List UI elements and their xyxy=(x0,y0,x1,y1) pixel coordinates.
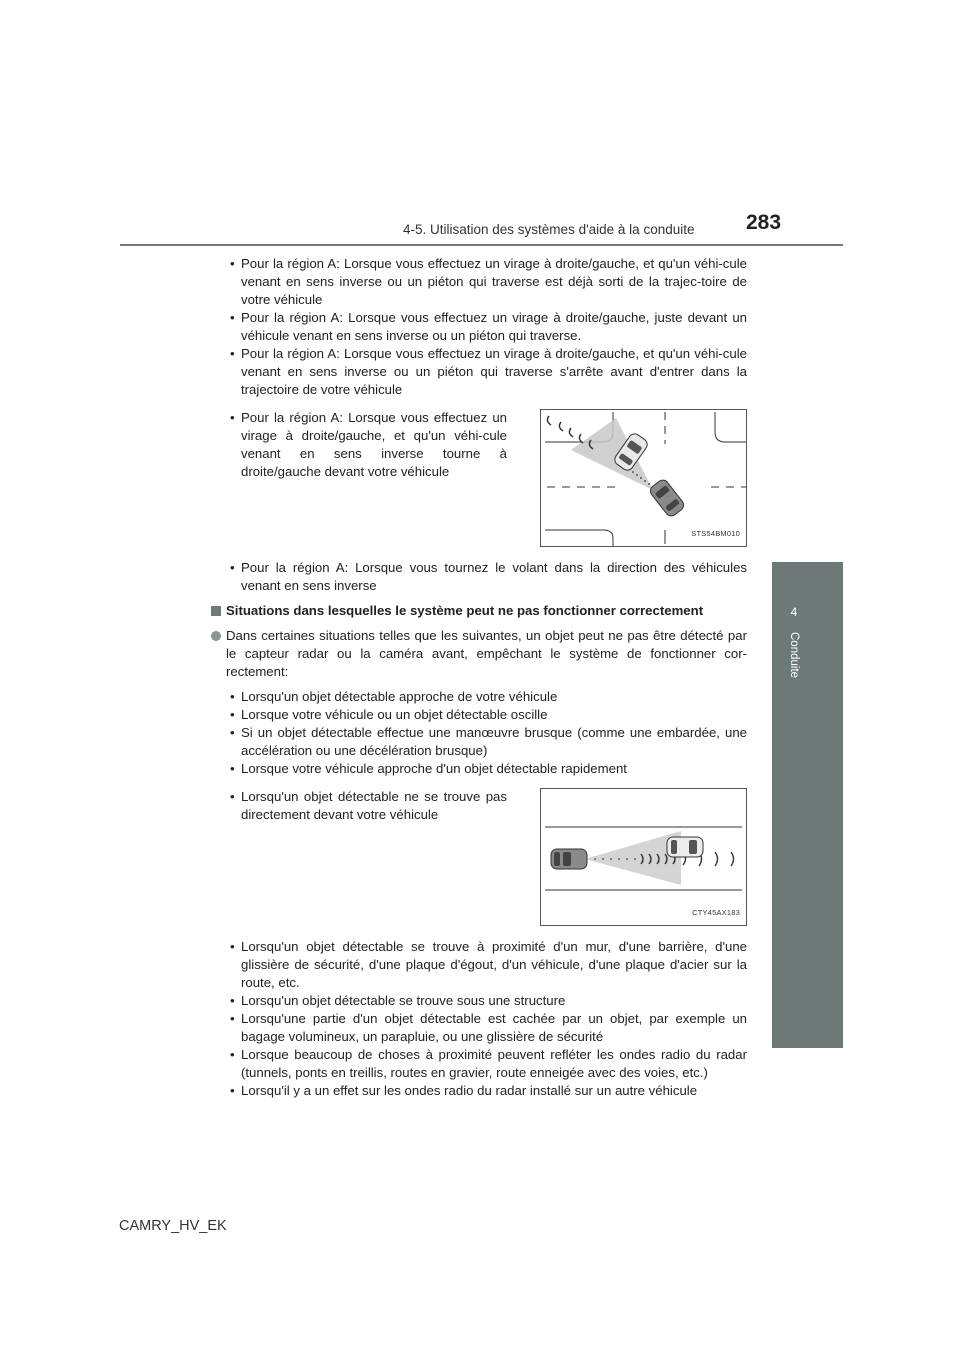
list-item: • Lorsque votre véhicule approche d'un objet détectable rapidement xyxy=(211,760,747,778)
list-item: • Pour la région A: Lorsque vous effectuez un virage à droite/gauche, juste devant un véhicule venant en sens inverse ou un piéton qui traverse. xyxy=(211,309,747,345)
list-item: • Lorsqu'un objet détectable ne se trouve pas directement devant votre véhicule xyxy=(211,788,507,824)
figure-offset-object xyxy=(540,788,747,926)
list-item: • Lorsqu'un objet détectable se trouve sous une structure xyxy=(211,992,747,1010)
intro-paragraph: Dans certaines situations telles que les suivantes, un objet peut ne pas être détecté par le capteur radar ou la caméra avant, empêchant le système de fonctionner cor-rectement: xyxy=(211,627,747,681)
list-item: • Pour la région A: Lorsque vous tournez le volant dans la direction des véhicules venant en sens inverse xyxy=(211,559,747,595)
figure-code: STS54BM010 xyxy=(691,529,740,538)
figure2-row xyxy=(211,788,747,926)
list-item: • Pour la région A: Lorsque vous effectuez un virage à droite/gauche, et qu'un véhi-cule venant en sens inverse tourne à droite/gauche devant votre véhicule xyxy=(211,409,507,481)
header-divider xyxy=(120,244,843,246)
header-section-title: 4-5. Utilisation des systèmes d'aide à la conduite xyxy=(403,222,695,237)
square-bullet-icon xyxy=(211,606,221,616)
footer-model-code: CAMRY_HV_EK xyxy=(119,1218,227,1234)
figure-intersection-turn xyxy=(540,409,747,547)
page-content xyxy=(211,255,747,1100)
top-bullet-list xyxy=(211,255,747,399)
page-number: 283 xyxy=(746,211,782,234)
bottom-bullet-list xyxy=(211,938,747,1100)
list-item: • Si un objet détectable effectue une manœuvre brusque (comme une embardée, une accélération ou une décélération brusque) xyxy=(211,724,747,760)
list-item: • Pour la région A: Lorsque vous effectuez un virage à droite/gauche, et qu'un véhi-cule venant en sens inverse ou un piéton qui traverse est déjà sorti de la trajec-toire de votre véhicule xyxy=(211,255,747,309)
chapter-label: Conduite xyxy=(788,631,800,679)
circle-bullet-icon xyxy=(211,631,221,641)
list-item: • Lorsqu'il y a un effet sur les ondes radio du radar installé sur un autre véhicule xyxy=(211,1082,747,1100)
list-item: • Lorsqu'un objet détectable se trouve à proximité d'un mur, d'une barrière, d'une glissière de sécurité, d'une plaque d'égout, d'un véhicule, d'une plaque d'acier sur la route, etc. xyxy=(211,938,747,992)
mid-bullet-list xyxy=(211,688,747,778)
list-item: • Lorsqu'une partie d'un objet détectable est cachée par un objet, par exemple un bagage volumineux, un parapluie, ou une glissière de sécurité xyxy=(211,1010,747,1046)
chapter-number: 4 xyxy=(790,605,798,619)
list-item: • Lorsqu'un objet détectable approche de votre véhicule xyxy=(211,688,747,706)
section-heading: Situations dans lesquelles le système peut ne pas fonctionner correctement xyxy=(211,602,747,620)
list-item: • Lorsque votre véhicule ou un objet détectable oscille xyxy=(211,706,747,724)
list-item: • Lorsque beaucoup de choses à proximité peuvent refléter les ondes radio du radar (tunnels, ponts en treillis, routes en gravier, route enneigée avec des voies, etc.) xyxy=(211,1046,747,1082)
after-figure-bullet-list xyxy=(211,559,747,595)
figure1-row xyxy=(211,409,747,547)
figure-code: CTY45AX183 xyxy=(692,908,740,917)
list-item: • Pour la région A: Lorsque vous effectuez un virage à droite/gauche, et qu'un véhi-cule venant en sens inverse ou un piéton qui traverse s'arrête avant d'entrer dans la trajectoire de votre véhicule xyxy=(211,345,747,399)
